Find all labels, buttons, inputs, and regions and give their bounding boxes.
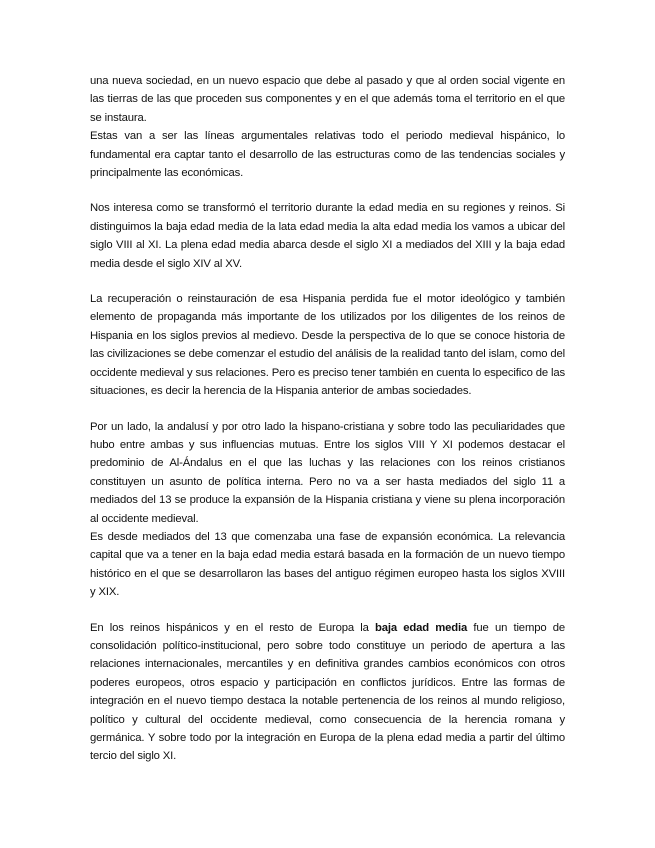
paragraph-2: Estas van a ser las líneas argumentales relativas todo el periodo medieval hispánico, lo fundamental era captar tanto el desarrollo de las estructuras como de las tendencias sociales y principalmente las económicas.	[90, 130, 565, 180]
bold-term-baja-edad-media: baja edad media	[374, 621, 468, 634]
paragraph-6: Es desde mediados del 13 que comenzaba una fase de expansión económica. La relevancia capital que va a tener en la baja edad media estará basada en la formación de un nuevo tiempo histórico en el que se desarrollaron las bases del antiguo régimen europeo hasta los siglos XVIII y XIX.	[90, 530, 565, 599]
paragraph-7-start: En los reinos hispánicos y en el resto de Europa la	[90, 621, 375, 634]
paragraph-7-end: fue un tiempo de consolidación político-institucional, pero sobre todo constituye un periodo de apertura a las relaciones internacionales, mercantiles y en definitiva grandes cambios económicos con otros poderes europeos, otros espacio y participación en conflictos jurídicos. Entre las formas de integración en el nuevo tiempo destaca la notable pertenencia de los reinos al mundo religioso, político y cultural del occidente medieval, como consecuencia de la herencia romana y germánica. Y sobre todo por la integración en Europa de la plena edad media a partir del último tercio del siglo XI.	[90, 621, 565, 763]
paragraph-7	[90, 619, 565, 766]
paragraph-5: Por un lado, la andalusí y por otro lado la hispano-cristiana y sobre todo las peculiaridades que hubo entre ambas y sus influencias mutuas. Entre los siglos VIII Y XI podemos destacar el predominio de Al-Ándalus en el que las luchas y las relaciones con los reinos cristianos constituyen un asunto de política interna. Pero no va a ser hasta mediados del siglo 11 a mediados del 13 se produce la expansión de la Hispania cristiana y viene su plena incorporación al occidente medieval.	[90, 420, 565, 525]
paragraph-1: una nueva sociedad, en un nuevo espacio que debe al pasado y que al orden social vigente en las tierras de las que proceden sus componentes y en el que además toma el territorio en el que se instaura.	[90, 75, 565, 124]
paragraph-4: La recuperación o reinstauración de esa Hispania perdida fue el motor ideológico y también elemento de propaganda más importante de los utilizados por los diligentes de los reinos de Hispania en los siglos previos al medievo. Desde la perspectiva de lo que se conoce historia de las civilizaciones se debe comenzar el estudio del análisis de la realidad tanto del islam, como del occidente medieval y sus relaciones. Pero es preciso tener también en cuenta lo especifico de las situaciones, es decir la herencia de la Hispania anterior de ambas sociedades.	[90, 293, 565, 398]
paragraph-3: Nos interesa como se transformó el territorio durante la edad media en su regiones y reinos. Si distinguimos la baja edad media de la lata edad media la alta edad media los vamos a ubicar del siglo VIII al XI. La plena edad media abarca desde el siglo XI a mediados del XIII y la baja edad media desde el siglo XIV al XV.	[90, 202, 565, 270]
